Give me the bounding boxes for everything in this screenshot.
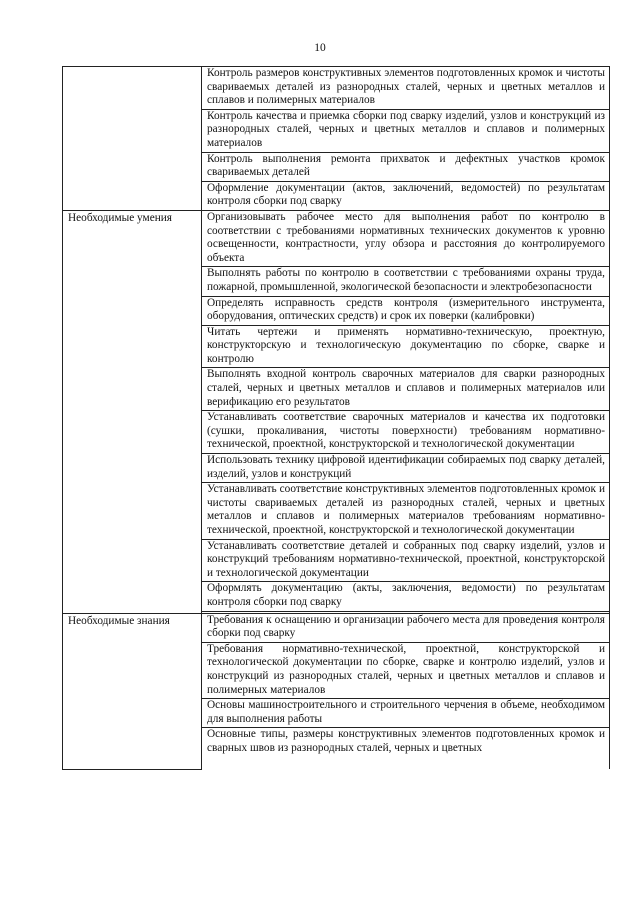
table-cell: Оформлять документацию (акты, заключения, ведомости) по результатам контроля сборки под сварку bbox=[202, 582, 610, 611]
table-cell-continued bbox=[202, 728, 610, 770]
table-cell: Выполнять работы по контролю в соответствии с требованиями охраны труда, пожарной, промышленной, экологической безопасности и электробезопасности bbox=[202, 267, 610, 296]
cut-off-text: Основные типы, размеры конструктивных элементов подготовленных кромок и сварных швов из разнородных сталей, черных и цветных bbox=[207, 728, 605, 754]
competency-table bbox=[62, 66, 610, 770]
table-cell: Устанавливать соответствие сварочных материалов и качества их подготовки (сушки, прокаливания, чистоты поверхности) требованиям нормативно-технической, проектной, конструкторской и технологической документации bbox=[202, 411, 610, 454]
table-cell: Организовывать рабочее место для выполнения работ по контролю в соответствии с требованиями нормативных технических документов к уровню освещенности, контрастности, углу обзора и расстояния до контролируемого объекта bbox=[202, 210, 610, 266]
table-cell: Требования нормативно-технической, проектной, конструкторской и технологической документации по сборке, сварке и контролю изделий, узлов и конструкций из разнородных сталей, черных и цветных металлов и сплавов и полимерных материалов bbox=[202, 642, 610, 698]
row-label-skills: Необходимые умения bbox=[63, 210, 202, 613]
table-cell: Требования к оснащению и организации рабочего места для проведения контроля сборки под сварку bbox=[202, 613, 610, 642]
table-cell: Выполнять входной контроль сварочных материалов для сварки разнородных сталей, черных и цветных металлов и сплавов и полимерных материалов или верификацию его результатов bbox=[202, 368, 610, 411]
table-row bbox=[63, 210, 610, 266]
table-cell: Использовать технику цифровой идентификации собираемых под сварку деталей, изделий, узлов и конструкций bbox=[202, 454, 610, 483]
table-cell: Контроль размеров конструктивных элементов подготовленных кромок и чистоты свариваемых деталей из разнородных сталей, черных и цветных металлов и сплавов и полимерных материалов bbox=[202, 67, 610, 110]
table-cell: Читать чертежи и применять нормативно-техническую, проектную, конструкторскую и технологическую документацию по сборке, сварке и контролю bbox=[202, 325, 610, 368]
table-cell: Определять исправность средств контроля (измерительного инструмента, оборудования, оптических средств) и срок их поверки (калибровки) bbox=[202, 296, 610, 325]
table-cell: Устанавливать соответствие конструктивных элементов подготовленных кромок и чистоты свариваемых деталей из разнородных сталей, черных и цветных металлов и сплавов и полимерных материалов требованиям нормативно-технической, проектной, конструкторской и технологической документации bbox=[202, 483, 610, 539]
table-row bbox=[63, 613, 610, 642]
table-cell: Устанавливать соответствие деталей и собранных под сварку изделий, узлов и конструкций требованиям нормативно-технической, проектной, конструкторской и технологической документации bbox=[202, 539, 610, 582]
table-cell: Контроль выполнения ремонта прихваток и дефектных участков кромок свариваемых деталей bbox=[202, 152, 610, 181]
row-label-knowledge: Необходимые знания bbox=[63, 613, 202, 769]
table-cell: Контроль качества и приемка сборки под сварку изделий, узлов и конструкций из разнородных сталей, черных и цветных металлов и сплавов и полимерных материалов bbox=[202, 109, 610, 152]
table-row bbox=[63, 67, 610, 110]
table-cell: Основы машиностроительного и строительного черчения в объеме, необходимом для выполнения работы bbox=[202, 699, 610, 728]
table-cell: Оформление документации (актов, заключений, ведомостей) по результатам контроля сборки под сварку bbox=[202, 181, 610, 210]
row-label-empty bbox=[63, 67, 202, 211]
page-number: 10 bbox=[314, 42, 326, 54]
